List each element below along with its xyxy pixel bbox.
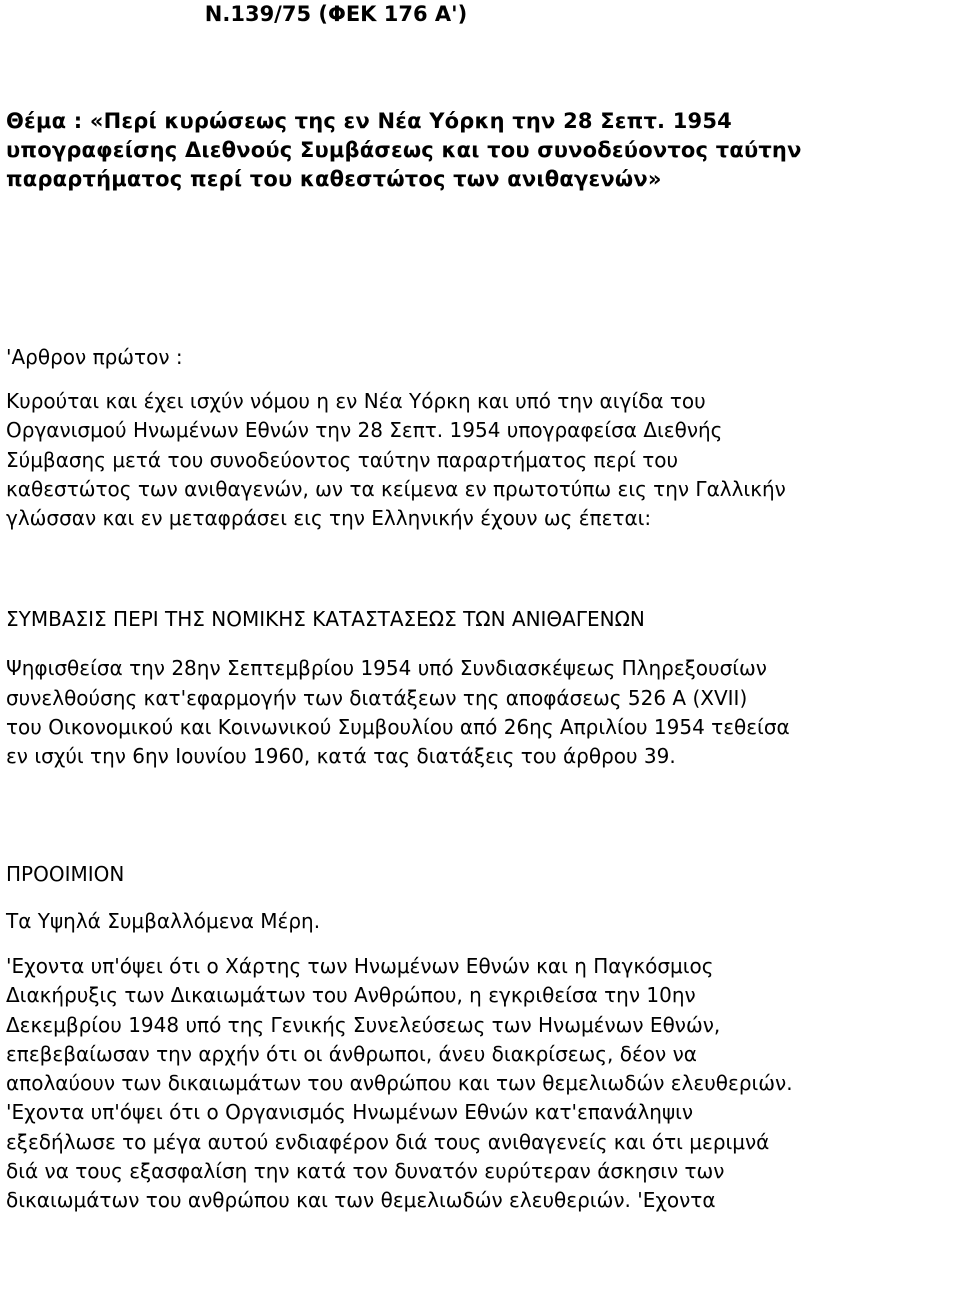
subject-line: υπογραφείσης Διεθνούς Συμβάσεως και του συνοδεύοντος ταύτην xyxy=(6,138,802,162)
document-header: Ν.139/75 (ΦΕΚ 176 Α') xyxy=(204,2,468,26)
preamble-line: απολαύουν των δικαιωμάτων του ανθρώπου και των θεμελιωδών ελευθεριών. xyxy=(6,1071,793,1096)
preamble-line: δικαιωμάτων του ανθρώπου και των θεμελιωδών ελευθεριών. 'Εχοντα xyxy=(6,1188,716,1213)
adopted-line: συνελθούσης κατ'εφαρμογήν των διατάξεων της αποφάσεως 526 Α (XVII) xyxy=(6,685,748,710)
subject-block xyxy=(6,107,956,194)
preamble-parties: Τα Υψηλά Συμβαλλόμενα Μέρη. xyxy=(6,908,321,933)
convention-title: ΣΥΜΒΑΣΙΣ ΠΕΡΙ ΤΗΣ ΝΟΜΙΚΗΣ ΚΑΤΑΣΤΑΣΕΩΣ ΤΩΝ ΑΝΙΘΑΓΕΝΩΝ xyxy=(6,607,645,632)
subject-line: Θέμα : «Περί κυρώσεως της εν Νέα Υόρκη την 28 Σεπτ. 1954 xyxy=(6,109,732,133)
adopted-line: εν ισχύι την 6ην Ιουνίου 1960, κατά τας διατάξεις του άρθρου 39. xyxy=(6,744,676,769)
article-line: Κυρούται και έχει ισχύν νόμου η εν Νέα Υόρκη και υπό την αιγίδα του xyxy=(6,389,706,413)
article-line: Σύμβασης μετά του συνοδεύοντος ταύτην παραρτήματος περί του xyxy=(6,447,679,472)
article-line: γλώσσαν και εν μεταφράσει εις την Ελληνικήν έχουν ως έπεται: xyxy=(6,506,652,531)
convention-adopted xyxy=(6,654,956,771)
adopted-line: Ψηφισθείσα την 28ην Σεπτεμβρίου 1954 υπό Συνδιασκέψεως Πληρεξουσίων xyxy=(6,656,767,681)
preamble-line: επεβεβαίωσαν την αρχήν ότι οι άνθρωποι, άνευ διακρίσεως, δέον να xyxy=(6,1041,697,1066)
preamble-line: διά να τους εξασφαλίση την κατά τον δυνατόν ευρύτεραν άσκησιν των xyxy=(6,1159,725,1184)
document xyxy=(6,0,956,1216)
adopted-line: του Οικονομικού και Κοινωνικού Συμβουλίου από 26ης Απριλίου 1954 τεθείσα xyxy=(6,715,790,740)
article-body xyxy=(6,387,956,533)
preamble-heading: ΠΡΟΟΙΜΙΟΝ xyxy=(6,861,125,886)
subject-line: παραρτήματος περί του καθεστώτος των ανιθαγενών» xyxy=(6,167,662,191)
preamble-line: 'Εχοντα υπ'όψει ότι ο Οργανισμός Ηνωμένων Εθνών κατ'επανάληψιν xyxy=(6,1100,694,1125)
article-line: Οργανισμού Ηνωμένων Εθνών την 28 Σεπτ. 1954 υπογραφείσα Διεθνής xyxy=(6,418,723,443)
preamble-body xyxy=(6,952,956,1216)
preamble-line: εξεδήλωσε το μέγα αυτού ενδιαφέρον διά τους ανιθαγενείς και ότι μεριμνά xyxy=(6,1129,770,1154)
preamble-line: Δεκεμβρίου 1948 υπό της Γενικής Συνελεύσεως των Ηνωμένων Εθνών, xyxy=(6,1012,721,1037)
article-line: καθεστώτος των ανιθαγενών, ων τα κείμενα εν πρωτοτύπω εις την Γαλλικήν xyxy=(6,476,786,501)
article-heading: 'Αρθρον πρώτον : xyxy=(6,345,183,369)
preamble-line: 'Εχοντα υπ'όψει ότι ο Χάρτης των Ηνωμένων Εθνών και η Παγκόσμιος xyxy=(6,953,714,978)
preamble-line: Διακήρυξις των Δικαιωμάτων του Ανθρώπου, η εγκριθείσα την 10ην xyxy=(6,983,696,1008)
